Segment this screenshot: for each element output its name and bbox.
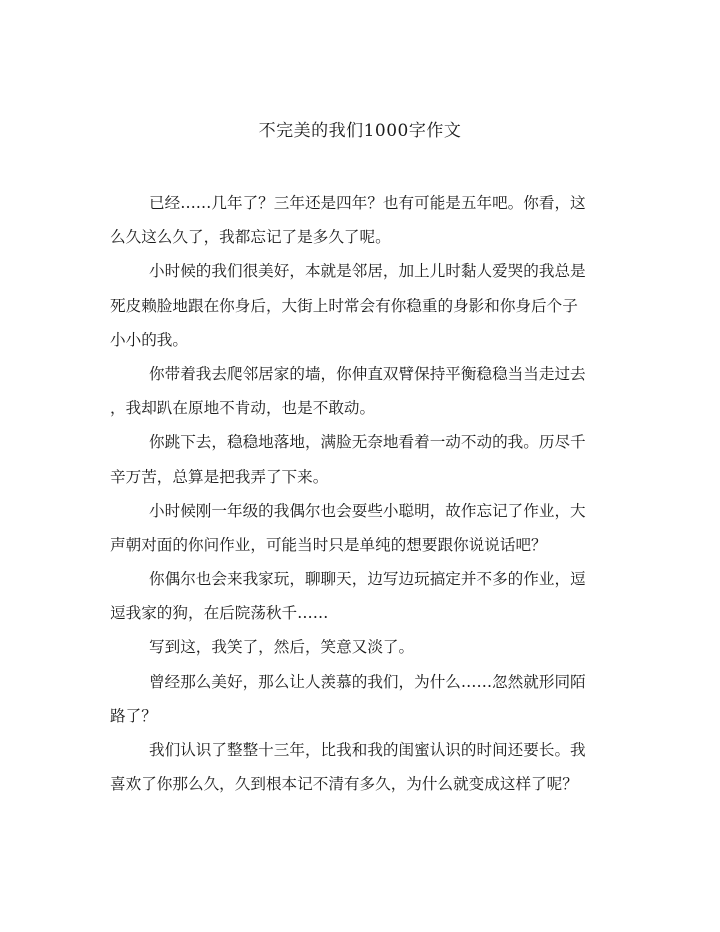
paragraph-first-line: 小时候的我们很美好，本就是邻居，加上儿时黏人爱哭的我总是 <box>149 262 586 281</box>
document-body <box>110 186 610 801</box>
paragraph-line: 辛万苦，总算是把我弄了下来。 <box>110 467 329 486</box>
paragraph-first-line: 我们认识了整整十三年，比我和我的闺蜜认识的时间还要长。我 <box>149 741 586 759</box>
paragraph-line: 声朝对面的你问作业，可能当时只是单纯的想要跟你说说话吧？ <box>110 535 547 554</box>
paragraph-first-line: 写到这，我笑了，然后，笑意又淡了。 <box>149 638 415 657</box>
paragraph-first-line: 曾经那么美好，那么让人羡慕的我们，为什么……忽然就形同陌 <box>149 672 586 691</box>
paragraph-line: 路了？ <box>110 706 157 725</box>
paragraph-line: 逗我家的狗，在后院荡秋千…… <box>110 604 329 623</box>
paragraph-line: 喜欢了你那么久，久到根本记不清有多久，为什么就变成这样了呢？ <box>110 775 578 794</box>
document-title: 不完美的我们1000字作文 <box>258 121 462 141</box>
paragraph-line: ，我却趴在原地不肯动，也是不敢动。 <box>110 399 376 418</box>
paragraph-first-line: 你带着我去爬邻居家的墙，你伸直双臂保持平衡稳稳当当走过去 <box>149 364 586 383</box>
paragraph-line: 么久这么久了，我都忘记了是多久了呢。 <box>110 228 391 247</box>
paragraph-line: 死皮赖脸地跟在你身后，大街上时常会有你稳重的身影和你身后个子 <box>110 296 578 315</box>
paragraph-first-line: 你偶尔也会来我家玩，聊聊天，边写边玩搞定并不多的作业，逗 <box>149 570 586 589</box>
paragraph-first-line: 已经……几年了？三年还是四年？也有可能是五年吧。你看，这 <box>149 194 586 212</box>
paragraph-line: 小小的我。 <box>110 330 188 349</box>
paragraph-first-line: 你跳下去，稳稳地落地，满脸无奈地看着一动不动的我。历尽千 <box>149 433 586 452</box>
paragraph-first-line: 小时候刚一年级的我偶尔也会耍些小聪明，故作忘记了作业，大 <box>149 501 586 520</box>
